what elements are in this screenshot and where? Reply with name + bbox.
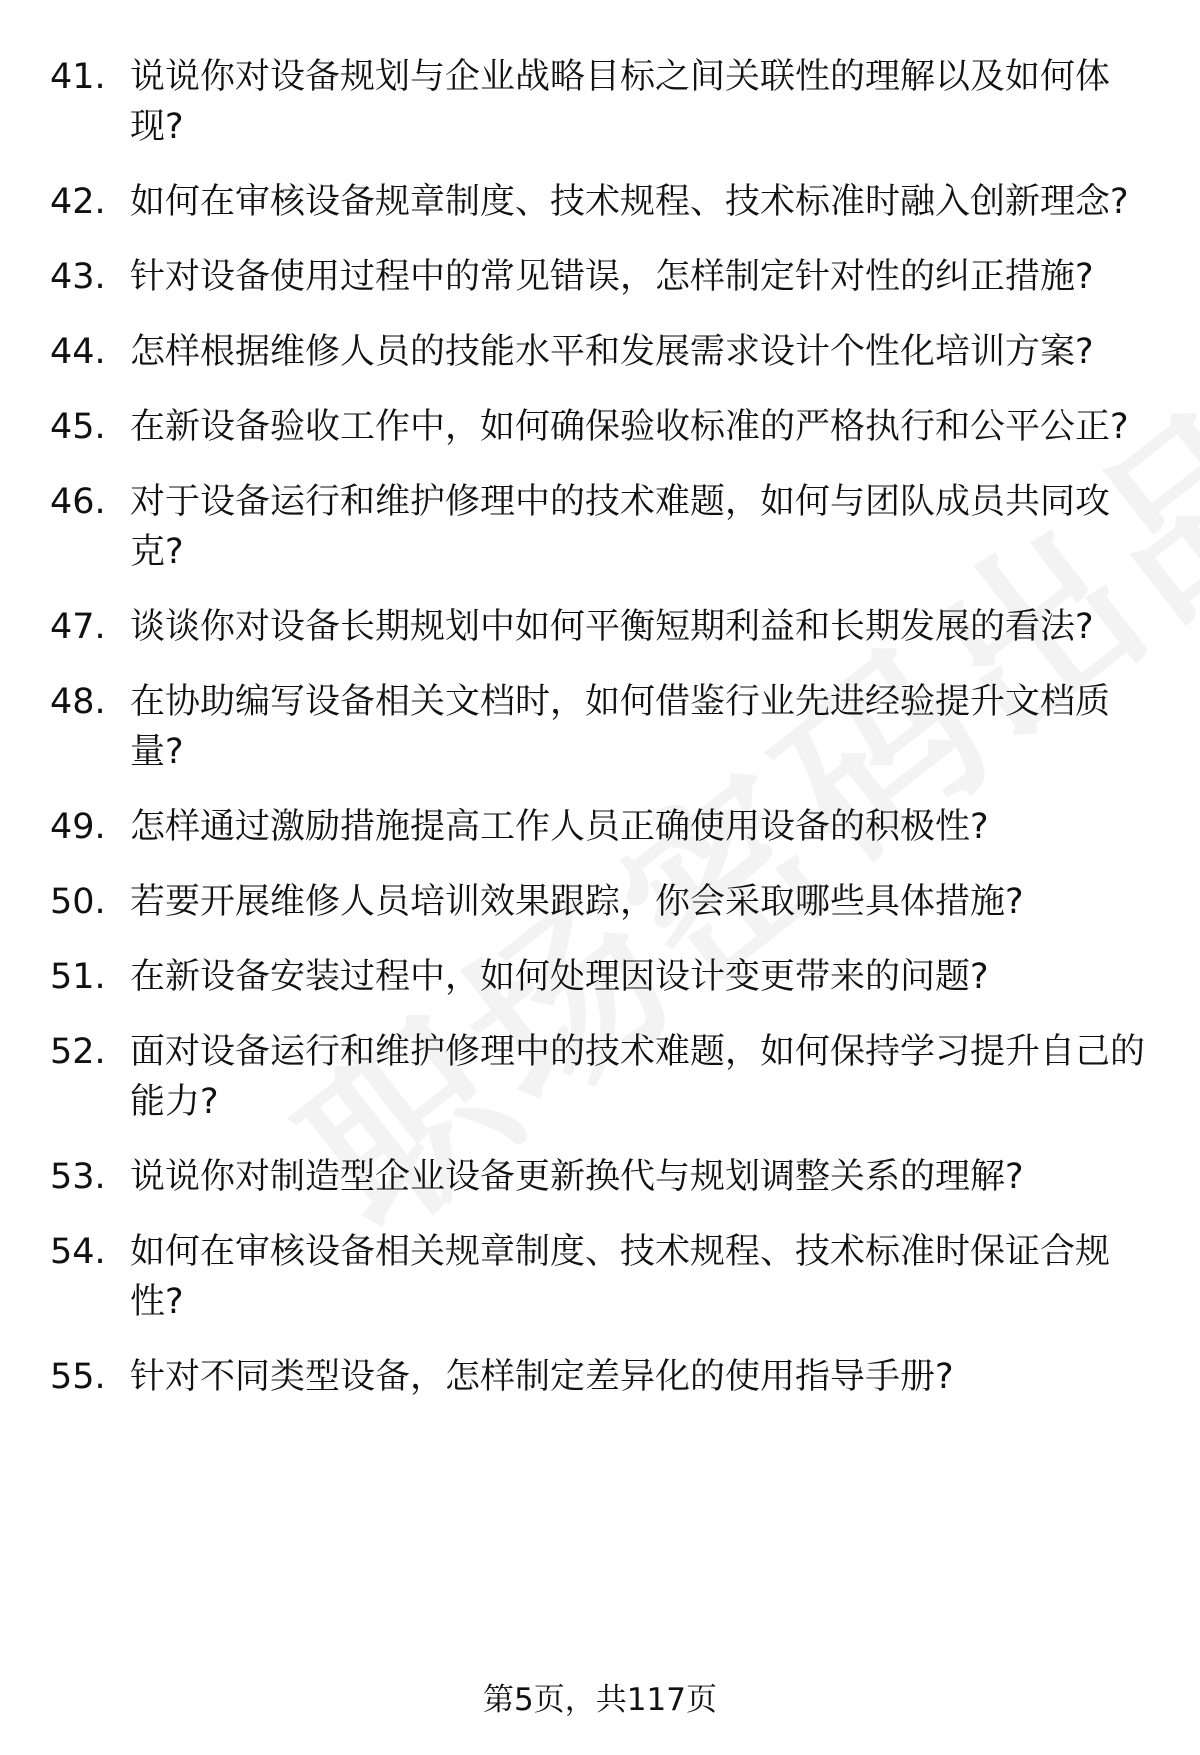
- question-text: 针对不同类型设备，怎样制定差异化的使用指导手册?: [130, 1357, 954, 1397]
- question-text: 说说你对设备规划与企业战略目标之间关联性的理解以及如何体现?: [130, 57, 1111, 147]
- question-number: 49.: [50, 807, 106, 847]
- question-item: [50, 677, 1150, 777]
- question-text: 在新设备验收工作中，如何确保验收标准的严格执行和公平公正?: [130, 407, 1129, 447]
- question-item: [50, 1027, 1150, 1127]
- question-text: 针对设备使用过程中的常见错误，怎样制定针对性的纠正措施?: [130, 257, 1094, 297]
- question-number: 48.: [50, 682, 106, 722]
- question-item: [50, 802, 1150, 852]
- question-item: [50, 402, 1150, 452]
- question-item: [50, 952, 1150, 1002]
- question-list: [50, 52, 1150, 1427]
- question-number: 55.: [50, 1357, 106, 1397]
- question-item: [50, 52, 1150, 152]
- question-number: 50.: [50, 882, 106, 922]
- question-text: 谈谈你对设备长期规划中如何平衡短期利益和长期发展的看法?: [130, 607, 1094, 647]
- question-text: 如何在审核设备规章制度、技术规程、技术标准时融入创新理念?: [130, 182, 1129, 222]
- question-number: 51.: [50, 957, 106, 997]
- question-text: 在协助编写设备相关文档时，如何借鉴行业先进经验提升文档质量?: [130, 682, 1111, 772]
- question-text: 说说你对制造型企业设备更新换代与规划调整关系的理解?: [130, 1157, 1024, 1197]
- question-number: 47.: [50, 607, 106, 647]
- question-item: [50, 602, 1150, 652]
- question-number: 54.: [50, 1232, 106, 1272]
- question-number: 43.: [50, 257, 106, 297]
- question-number: 46.: [50, 482, 106, 522]
- question-text: 面对设备运行和维护修理中的技术难题，如何保持学习提升自己的能力?: [130, 1032, 1146, 1122]
- question-item: [50, 477, 1150, 577]
- question-item: [50, 877, 1150, 927]
- question-number: 45.: [50, 407, 106, 447]
- page-footer: [0, 1678, 1200, 1722]
- question-text: 对于设备运行和维护修理中的技术难题，如何与团队成员共同攻克?: [130, 482, 1111, 572]
- question-number: 44.: [50, 332, 106, 372]
- page-number-label: 第5页，共117页: [483, 1682, 717, 1718]
- question-text: 在新设备安装过程中，如何处理因设计变更带来的问题?: [130, 957, 989, 997]
- question-number: 52.: [50, 1032, 106, 1072]
- question-text: 若要开展维修人员培训效果跟踪，你会采取哪些具体措施?: [130, 882, 1024, 922]
- question-item: [50, 252, 1150, 302]
- question-text: 如何在审核设备相关规章制度、技术规程、技术标准时保证合规性?: [130, 1232, 1111, 1322]
- question-text: 怎样根据维修人员的技能水平和发展需求设计个性化培训方案?: [130, 332, 1094, 372]
- question-number: 42.: [50, 182, 106, 222]
- question-item: [50, 1352, 1150, 1402]
- question-item: [50, 177, 1150, 227]
- question-item: [50, 327, 1150, 377]
- question-number: 53.: [50, 1157, 106, 1197]
- question-item: [50, 1152, 1150, 1202]
- question-text: 怎样通过激励措施提高工作人员正确使用设备的积极性?: [130, 807, 989, 847]
- question-number: 41.: [50, 57, 106, 97]
- question-item: [50, 1227, 1150, 1327]
